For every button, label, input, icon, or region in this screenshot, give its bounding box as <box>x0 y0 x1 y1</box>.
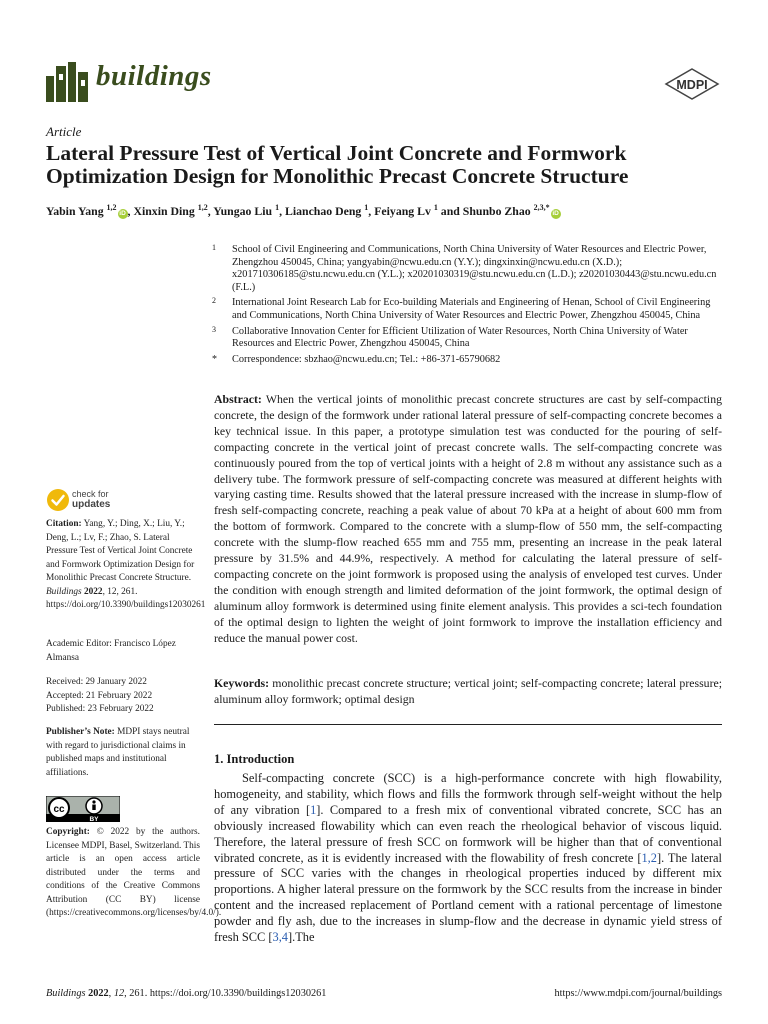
affiliation-item <box>212 354 724 367</box>
citation-link[interactable]: 1,2 <box>641 850 657 865</box>
copyright-label: Copyright: <box>46 827 90 837</box>
citation-year: 2022 <box>83 586 103 597</box>
academic-editor: Academic Editor: Francisco López Almansa <box>46 639 176 663</box>
affiliation-mark: * <box>212 353 217 365</box>
keywords <box>214 676 722 708</box>
intro-text: ]. Compared to a fresh mix of conventional vibrated concrete, SCC has an obviously increased flowability which can even reach the rheological behavior of viscous liquid. Therefore, the lateral pressure of fresh SCC on formwork will be higher than that of conventional vibrated concrete, as it is evidently increased with the flowability of fresh concrete [ <box>214 802 722 865</box>
journal-logo-icon <box>46 62 90 102</box>
author-name: Xinxin Ding <box>133 203 195 218</box>
section-heading: 1. Introduction <box>214 752 295 766</box>
citation-link[interactable]: 3,4 <box>272 930 289 945</box>
cc-by-license-icon[interactable] <box>46 796 120 822</box>
author-affiliation-mark: 1 <box>433 203 438 212</box>
affiliation-item <box>212 297 724 322</box>
journal-name: buildings <box>96 60 212 92</box>
footer-citation: Buildings 2022, 12, 261. https://doi.org/10.3390/buildings12030261 <box>46 988 327 999</box>
author-affiliation-mark: 2,3,* <box>533 203 550 212</box>
citation-block <box>46 518 206 613</box>
author-affiliation-mark: 1 <box>364 203 369 212</box>
author-name: Yungao Liu <box>213 203 273 218</box>
intro-text: ].The <box>288 930 315 945</box>
affiliation-text: Correspondence: sbzhao@ncwu.edu.cn; Tel.: +86-371-65790682 <box>232 353 501 365</box>
footer-doi[interactable]: , 261. https://doi.org/10.3390/buildings12030261 <box>124 988 327 999</box>
author-name: Yabin Yang <box>46 203 104 218</box>
affiliation-list <box>212 244 724 369</box>
author-separator: , <box>207 203 214 218</box>
affiliation-item <box>212 326 724 351</box>
footer-year: 2022 <box>88 988 109 999</box>
publisher-note-text: MDPI stays neutral with regard to jurisdictional claims in published maps and institutional affiliations. <box>46 727 190 778</box>
citation-journal: Buildings <box>46 586 82 597</box>
publisher-note-label: Publisher’s Note: <box>46 727 115 737</box>
author-separator: and <box>437 203 463 218</box>
affiliation-text: International Joint Research Lab for Eco-building Materials and Engineering of Henan, School of Civil Engineering and Communications, North China University of Water Resources and Electric Power, Zhengzhou 450045, China <box>232 297 711 321</box>
author-name: Lianchao Deng <box>284 203 362 218</box>
accepted-date: Accepted: 21 February 2022 <box>46 690 153 701</box>
article-type: Article <box>46 124 82 139</box>
citation-doi: , 12, 261. https://doi.org/10.3390/buildings12030261 <box>46 586 206 610</box>
check-updates-line1: check for <box>72 489 109 499</box>
intro-paragraph <box>214 771 722 946</box>
abstract-label: Abstract: <box>214 392 262 406</box>
author-separator: , <box>127 203 134 218</box>
svg-text:cc: cc <box>53 804 65 815</box>
author-affiliation-mark: 1,2 <box>197 203 208 212</box>
section-divider <box>214 724 722 725</box>
published-date: Published: 23 February 2022 <box>46 704 154 714</box>
affiliation-mark: 2 <box>212 296 216 306</box>
article-title: Lateral Pressure Test of Vertical Joint Concrete and Formwork Optimization Design for Monolithic Precast Concrete Structure <box>46 141 629 188</box>
footer-journal-url[interactable]: https://www.mdpi.com/journal/buildings <box>554 988 722 999</box>
keywords-text: monolithic precast concrete structure; vertical joint; self-compacting concrete; lateral pressure; aluminum alloy formwork; optimal design <box>214 676 723 706</box>
check-updates-line2: updates <box>72 499 111 510</box>
affiliation-item <box>212 244 724 294</box>
publisher-note <box>46 726 200 780</box>
intro-text: ]. The lateral pressure of SCC varies with the changes in rheological properties induced by different mix proportions. A higher lateral pressure on the formwork by the SCC results from the increase in binder content and the increased replacement of Portland cement with a rational percentage of limestone powder and fly ash, due to the increases in slump-flow and the decrease in dynamic yield stress of fresh SCC [ <box>214 850 722 945</box>
cc-by-text: BY <box>89 816 99 822</box>
author-name: Shunbo Zhao <box>462 203 531 218</box>
affiliation-mark: 1 <box>212 243 216 252</box>
footer-journal: Buildings <box>46 988 86 999</box>
author-separator: , <box>368 203 375 218</box>
affiliation-mark: 3 <box>212 324 216 334</box>
citation-link[interactable]: 1 <box>310 802 317 817</box>
check-for-updates-button[interactable] <box>46 488 166 514</box>
orcid-icon[interactable]: iD <box>119 209 126 217</box>
author-separator: , <box>279 203 285 218</box>
received-date: Received: 29 January 2022 <box>46 677 147 687</box>
copyright-block <box>46 826 222 921</box>
citation-label: Citation: <box>46 519 82 529</box>
check-updates-icon <box>46 488 70 512</box>
keywords-label: Keywords: <box>214 676 270 690</box>
author-name: Feiyang Lv <box>374 203 431 218</box>
affiliation-text: Collaborative Innovation Center for Efficient Utilization of Water Resources, North China University of Water Resources and Electric Power, Zhengzhou 450045, China <box>232 325 688 350</box>
publication-dates <box>46 676 200 717</box>
orcid-icon[interactable]: iD <box>552 209 559 217</box>
footer-volume: 12 <box>113 988 125 999</box>
mdpi-logo-text: MDPI <box>676 78 708 92</box>
citation-text: Yang, Y.; Ding, X.; Liu, Y.; Deng, L.; Lv, F.; Zhao, S. Lateral Pressure Test of Vertical Joint Concrete and Formwork Optimization Design for Monolithic Precast Concrete Structure. <box>46 519 195 583</box>
affiliation-text: School of Civil Engineering and Communications, North China University of Water Resources and Electric Power, Zhengzhou 450045, China; yangyabin@ncwu.edu.cn (Y.Y.); dingxinxin@ncwu.edu.cn (X.D.); x201710306185@stu.ncwu.edu.cn (Y.L.); x20201030319@stu.ncwu.edu.cn (L.D.); z20201030443@stu.ncwu.edu.cn (F.L.) <box>232 244 717 293</box>
author-list <box>46 203 561 219</box>
author-affiliation-mark: 1,2 <box>106 203 117 212</box>
copyright-text: © 2022 by the authors. Licensee MDPI, Basel, Switzerland. This article is an open access article distributed under the terms and conditions of the Creative Commons Attribution (CC BY) license (https://creativecommons.org/licenses/by/4.0/). <box>46 827 222 918</box>
abstract <box>214 392 722 647</box>
author-affiliation-mark: 1 <box>275 203 280 212</box>
mdpi-logo-icon <box>664 68 720 100</box>
abstract-text: When the vertical joints of monolithic precast concrete structures are cast by self-compacting concrete, the design of the formwork under rational lateral pressure of self-compacting concrete becomes a key technical issue. In this paper, a prototype simulation test was conducted for the pouring of self-compacting concrete in the vertical joint of precast concrete walls. The self-compacting concrete was continuously poured from the top of vertical joints with a height of 2.8 m without any assistance such as a delivery tube. The formwork pressure of self-compacting concrete was measured at different heights with varying casting time. Results showed that the lateral pressure increased with the increase in slump-flow of fresh self-compacting concrete, reaching a peak value of about 70 kPa at a height of about 600 mm from the bottom of formwork. Compared to the concrete with a slump-flow of 550 mm, the self-compacting concrete with the slump-flow reached 655 mm and 755 mm, presenting an increase in the peak lateral pressure by 31.5% and 44.9%, respectively. A method for calculating the lateral pressure of self-compacting concrete on the joint formwork is proposed using the analysis of enveloped test curves. Under the condition with enough strength and limited deformation of the joint formwork, the optimal design of aluminum alloy formwork is determined using finite element analysis. This provides a sci-tech foundation of the optimal design to lighten the weight of joint formwork to improve the installation efficiency and reduce the manual power cost. <box>214 392 722 645</box>
intro-text: Self-compacting concrete (SCC) is a high-performance concrete with high flowability, homogeneity, and stability, which flows and fills the formwork through self-weight without the help of any vibration [ <box>214 771 722 817</box>
